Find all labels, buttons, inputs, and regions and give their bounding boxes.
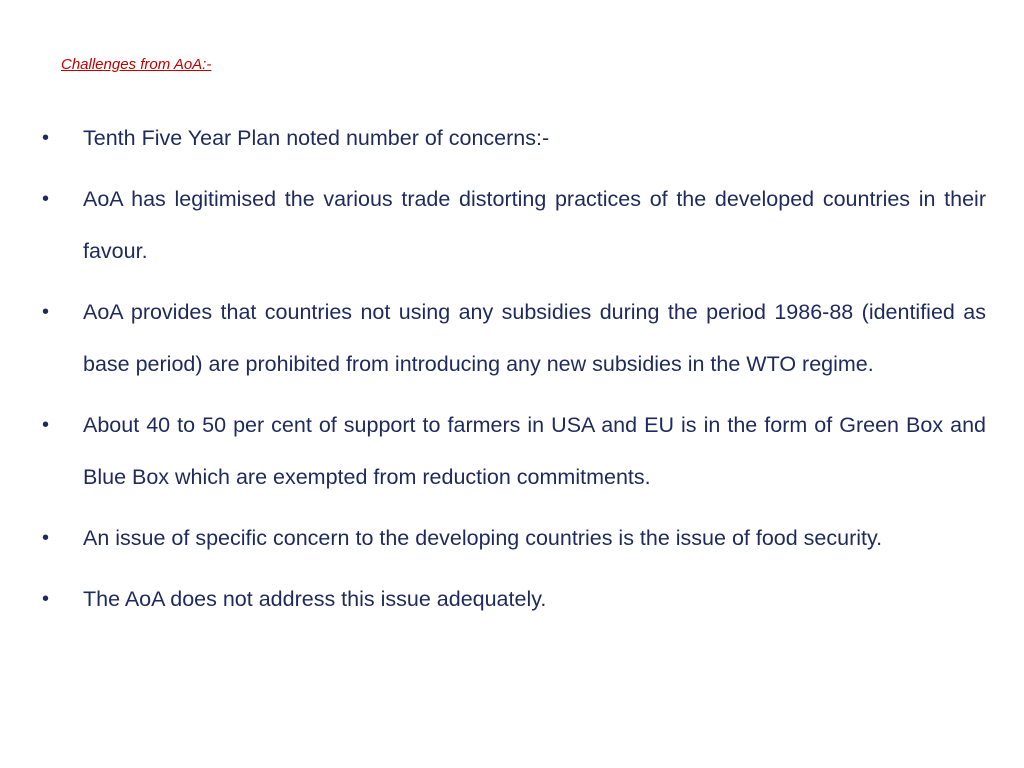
- bullet-item: [40, 112, 986, 164]
- bullet-item: [40, 286, 986, 390]
- bullet-text: Tenth Five Year Plan noted number of concerns:-: [83, 126, 550, 150]
- bullet-item: [40, 512, 986, 564]
- bullet-icon: •: [42, 527, 50, 549]
- bullet-icon: •: [42, 414, 50, 436]
- bullet-item: [40, 173, 986, 277]
- bullet-text: An issue of specific concern to the developing countries is the issue of food security.: [83, 526, 883, 550]
- bullet-icon: •: [42, 301, 50, 323]
- bullet-list: [40, 112, 986, 634]
- bullet-item: [40, 573, 986, 625]
- bullet-icon: •: [42, 188, 50, 210]
- bullet-icon: •: [42, 127, 50, 149]
- bullet-text: About 40 to 50 per cent of support to farmers in USA and EU is in the form of Green Box and Blue Box which are exempted from reduction commitments.: [83, 413, 986, 489]
- bullet-text: AoA provides that countries not using any subsidies during the period 1986-88 (identified as base period) are prohibited from introducing any new subsidies in the WTO regime.: [83, 300, 986, 376]
- bullet-item: [40, 399, 986, 503]
- bullet-text: AoA has legitimised the various trade distorting practices of the developed countries in their favour.: [83, 187, 986, 263]
- bullet-icon: •: [42, 588, 50, 610]
- slide-title: Challenges from AoA:-: [61, 56, 212, 73]
- bullet-text: The AoA does not address this issue adequately.: [83, 587, 547, 611]
